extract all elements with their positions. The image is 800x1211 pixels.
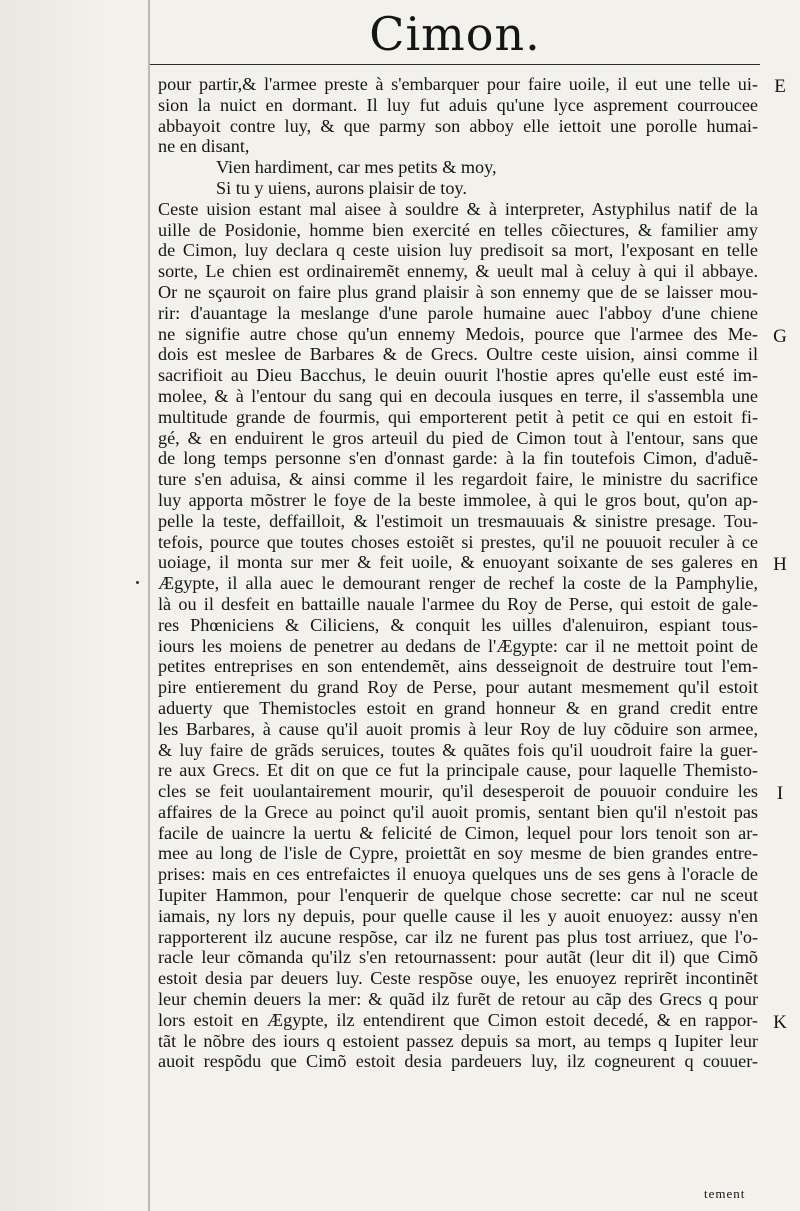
- text-line: facile de uaincre la uertu & felicité de Cimon, lequel pour lors tenoit son ar-: [158, 822, 758, 843]
- text-line: affaires de la Grece au poinct qu'il auoit promis, sentant bien qu'il n'estoit pas: [158, 801, 758, 822]
- text-line: racle leur cõmanda qu'ilz s'en retournassent: pour autãt (leur dit il) que Cimõ: [158, 947, 758, 968]
- text-line: res Phœniciens & Ciliciens, & conquit les uilles d'alenuiron, espiant tous-: [158, 614, 758, 635]
- text-line: estoit desia par deuers luy. Ceste respõse ouye, les enuoyez reprirẽt incontinẽt: [158, 968, 758, 989]
- text-line: cles se feit uoulantairement mourir, qu'il desesperoit de pouuoir conduire les: [158, 781, 758, 802]
- text-line: molee, & à l'entour du sang qui en decoula iusques en terre, il s'assembla une: [158, 385, 758, 406]
- book-spine: [148, 0, 150, 1211]
- catchword: tement: [704, 1186, 746, 1201]
- text-line: mee au long de l'isle de Cypre, proiettãt en soy mesme de bien grandes entre-: [158, 843, 758, 864]
- margin-letter-g: G: [773, 325, 787, 347]
- body-text: [158, 74, 758, 1072]
- text-line: de Cimon, luy declara q ceste uision luy predisoit sa mort, l'exposant en telle: [158, 240, 758, 261]
- text-line: ture s'en aduisa, & ainsi comme il les regardoit faire, le ministre du sacrifice: [158, 469, 758, 490]
- text-line: re aux Grecs. Et dit on que ce fut la principale cause, pour laquelle Themisto-: [158, 760, 758, 781]
- text-line: iamais, ny lors ny depuis, pour quelle cause il les y auoit enuoyez: aussy n'en: [158, 905, 758, 926]
- text-line: auoit respõdu que Cimõ estoit desia pardeuers luy, ilz cogneurent q couuer-: [158, 1051, 758, 1072]
- text-line: Ceste uision estant mal aisee à souldre & à interpreter, Astyphilus natif de la: [158, 198, 758, 219]
- text-line: multitude grande de fourmis, qui emporterent petit à petit ce qui en estoit fi-: [158, 406, 758, 427]
- text-line: tefois, pource que toutes choses estoiẽt si prestes, qu'il ne pouuoit reculer à ce: [158, 531, 758, 552]
- text-line: Iupiter Hammon, pour l'enquerir de quelque chose secrette: car nul ne sceut: [158, 885, 758, 906]
- text-line: uoiage, il monta sur mer & feit uoile, & enuoyant soixante de ses galeres en: [158, 552, 758, 573]
- margin-letter-h: H: [773, 554, 787, 576]
- text-line: uille de Posidonie, homme bien exercité en telles cõiectures, & familier amy: [158, 219, 758, 240]
- text-line: tãt le nõbre des iours q estoient passez depuis sa mort, au temps q Iupiter leur: [158, 1030, 758, 1051]
- text-line: & luy faire de grãds seruices, toutes & quãtes fois qu'il uoudroit faire la guer-: [158, 739, 758, 760]
- text-line: lors estoit en Ægypte, ilz entendirent que Cimon estoit decedé, & en rappor-: [158, 1009, 758, 1030]
- text-line: ne en disant,: [158, 136, 250, 157]
- page-gutter: [0, 0, 150, 1211]
- text-line: leur chemin deuers la mer: & quãd ilz furẽt de retour au cãp des Grecs q pour: [158, 989, 758, 1010]
- text-line: aduerty que Themistocles estoit en grand honneur & en grand credit entre: [158, 697, 758, 718]
- text-line: Vien hardiment, car mes petits & moy,: [216, 157, 497, 178]
- running-title: Cimon.: [369, 7, 541, 61]
- text-line: de long temps personne s'en d'onnast garde: à la fin toutefois Cimon, d'aduẽ-: [158, 448, 758, 469]
- text-line: abbayoit contre luy, & que parmy son abboy elle iettoit une porolle humai-: [158, 115, 758, 136]
- text-line: ne signifie autre chose qu'un ennemy Medois, pource que l'armee des Me-: [158, 323, 758, 344]
- text-line: prises: mais en ces entrefaictes il enuoya quelques uns de ses gens à l'oracle de: [158, 864, 758, 885]
- text-line: sacrifioit au Dieu Bacchus, le deuin ouurit l'hostie apres qu'elle eust esté im-: [158, 365, 758, 386]
- text-line: pelle la teste, deffailloit, & l'estimoit un tresmauuais & sinistre presage. Tou-: [158, 510, 758, 531]
- text-line: Si tu y uiens, aurons plaisir de toy.: [216, 177, 467, 198]
- header-rule: [150, 64, 760, 65]
- margin-letter-e: E: [774, 76, 786, 97]
- text-line: dois est meslee de Barbares & de Grecs. Oultre ceste uision, ainsi comme il: [158, 344, 758, 365]
- text-line: petites entreprises en son entendemẽt, ains desseignoit de destruire tout l'em-: [158, 656, 758, 677]
- text-line: rir: d'auantage la meslange d'une parole humaine auec l'abboy d'une chiene: [158, 302, 758, 323]
- text-line: gé, & en enduirent le gros arteuil du pied de Cimon tout à l'entour, sans que: [158, 427, 758, 448]
- text-line: rapporterent ilz aucune respõse, car ilz ne furent pas plus tost arriuez, que l'o-: [158, 926, 758, 947]
- text-line: sion la nuict en dormant. Il luy fut aduis qu'une lyce asprement courroucee: [158, 94, 758, 115]
- text-line: sorte, Le chien est ordinairemẽt ennemy, & ueult mal à celuy à qui il abbaye.: [158, 261, 758, 282]
- text-line: les Barbares, à cause qu'il auoit promis à leur Roy de luy cõduire son armee,: [158, 718, 758, 739]
- text-line: pour partir,& l'armee preste à s'embarquer pour faire uoile, il eut une telle ui-: [158, 74, 758, 94]
- text-line: iours les moiens de penetrer au dedans de l'Ægypte: car il ne mettoit point de: [158, 635, 758, 656]
- margin-letter-i: I: [776, 783, 784, 805]
- text-line: pire entierement du grand Roy de Perse, pour autant mesmement qu'il estoit: [158, 677, 758, 698]
- margin-letter-k: K: [773, 1012, 787, 1033]
- text-line: là ou il desfeit en battaille nauale l'armee du Roy de Perse, qui estoit de gale-: [158, 593, 758, 614]
- ink-speck: [136, 581, 139, 584]
- text-line: luy apporta mõstrer le foye de la beste immolee, à qui le gros bout, qu'on ap-: [158, 489, 758, 510]
- text-line: Or ne sçauroit on faire plus grand plaisir à son ennemy que de se laisser mou-: [158, 281, 758, 302]
- text-line: Ægypte, il alla auec le demourant renger de rechef la coste de la Pamphylie,: [158, 573, 758, 594]
